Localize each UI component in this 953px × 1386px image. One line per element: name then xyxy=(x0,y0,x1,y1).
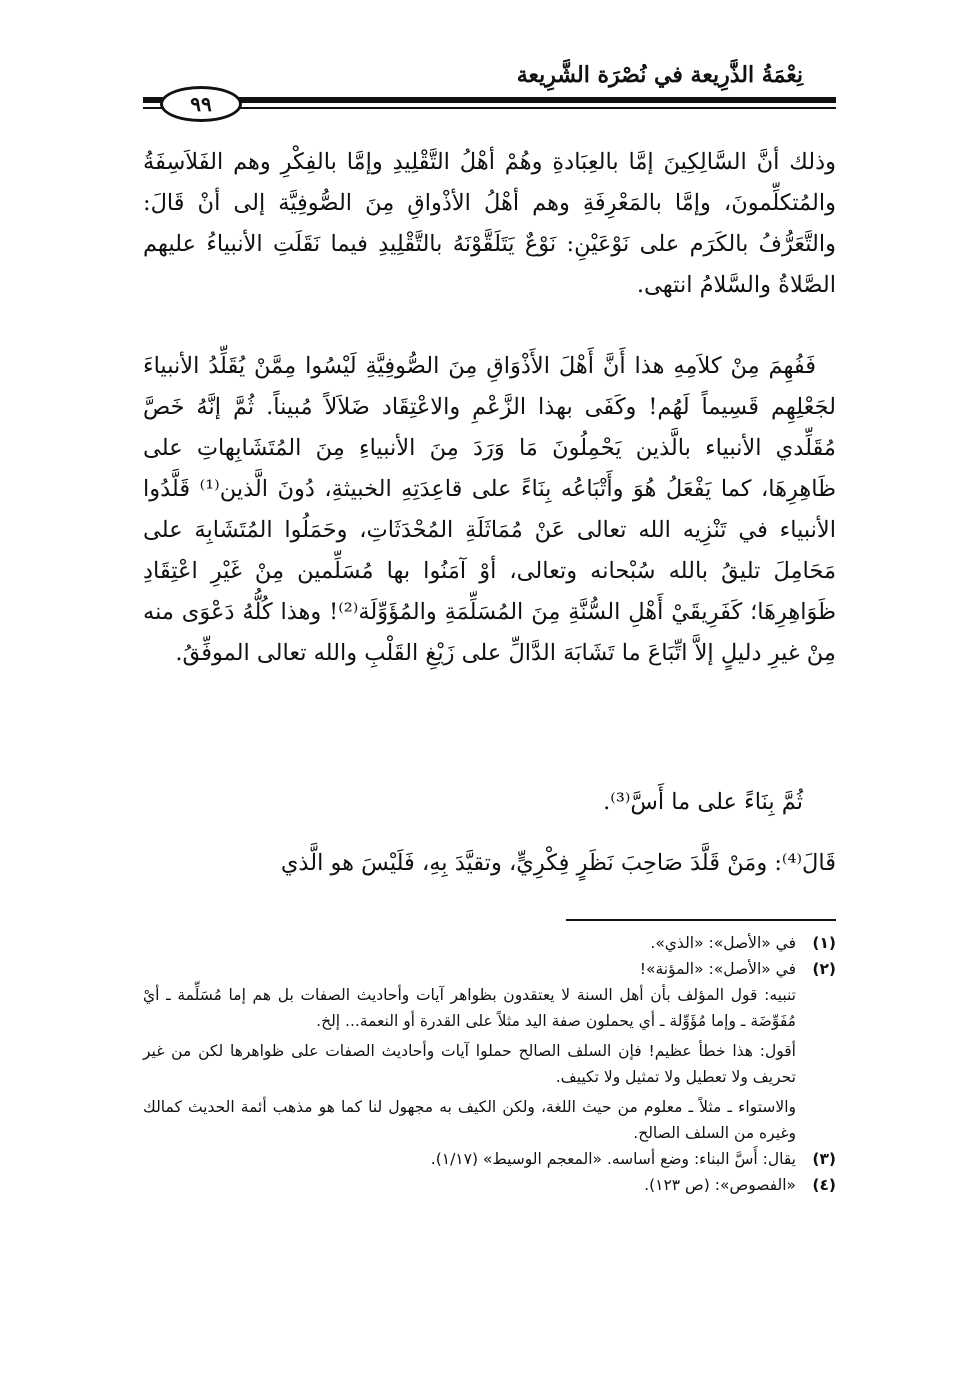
footnote-number: (٢) xyxy=(812,960,836,978)
footnote-2 xyxy=(143,956,836,982)
body-paragraph-2 xyxy=(143,346,836,674)
footnote-note-aqulu: أقول: هذا خطأ عظيم! فإن السلف الصالح حملوا آيات وأحاديث الصفات على ظواهرها لكن من غير تحريف ولا تعطيل ولا تمثيل ولا تكييف. xyxy=(143,1042,796,1086)
paragraph-text: فَفُهِمَ مِنْ كلاَمِهِ هذا أَنَّ أَهْلَ الأَذْوَاقِ مِنَ الصُّوفِيَّةِ لَيْسُوا مِمَّنْ يُقَلِّدُ الأنبياءَ لجَعْلِهِم قَسِيماً لَهُم! وكَفَى بهذا الزَّعْمِ والاعْتِقَاد ضَلاَلاً مُبيناً. ثُمَّ إنَّهُ خَصَّ مُقَلِّدي الأنبياء بالَّذين يَحْمِلُونَ مَا وَرَدَ مِنَ الأنبياءِ مِنَ المُتَشَابِهاتِ على ظَاهِرِهَا، كما يَفْعَلُ هُوَ وأَتْبَاعُه بِنَاءً على قاعِدَتِهِ الخبيثةِ، دُونَ الَّذين⁽¹⁾ قَلَّدُوا الأنبياء في تَنْزِيه الله تعالى عَنْ مُمَاثَلَةِ المُحْدَثَاتِ، وحَمَلُوا المُتَشَابِهَ على مَحَامِلَ تليقُ بالله سُبْحانه وتعالى، أوْ آمَنُوا بها مُسَلِّمين مِنْ غَيْرِ اعْتِقَادِ ظَوَاهِرِهَا؛ كَفَرِيقَيْ أَهْلِ السُّنَّةِ مِنَ المُسَلِّمَةِ والمُؤَوِّلَة⁽²⁾! وهذا كُلُّهُ دَعْوَى منه مِنْ غيرِ دليلٍ إلاَّ اتِّبَاعَ ما تَشَابَهَ الدَّالِّ على زَيْغِ القَلْبِ والله تعالى الموفِّقُ. xyxy=(143,353,836,666)
paragraph-text: وذلك أنَّ السَّالِكِينَ إمَّا بالعِبَادةِ وهُمْ أهْلُ التَّقْلِيدِ وإمَّا بالفِكْرِ وهم الفَلاَسِفَةُ والمُتكلِّمونَ، وإمَّا بالمَعْرِفَةِ وهم أهْلُ الأذْواقِ مِنَ الصُّوفِيَّة إلى أنْ قَالَ: والتَّعَرُّفُ بالكَرَم على نَوْعَيْنِ: نَوْعٌ يَتَلَقَّوْنَهُ بالتَّقْلِيدِ فيما نَقَلَتِ الأنبياءُ عليهم الصَّلاةُ والسَّلامُ انتهى. xyxy=(143,149,836,298)
footnote-number: (٤) xyxy=(812,1176,836,1194)
footnote-text: يقال: أَسَّ البناء: وضع أساسه. «المعجم الوسيط» (١/١٧). xyxy=(430,1150,796,1168)
footnote-note-tanbih: تنبيه: قول المؤلف بأن أهل السنة لا يعتقدون بظواهر آيات وأحاديث الصفات بل هم إما مُسَلِّمة ـ أيْ مُفَوِّضَة ـ وإما مُؤَوِّلة ـ أي يحملون صفة اليد مثلاً على القدرة أو النعمة... إلخ. xyxy=(143,986,796,1030)
header-rule-thick xyxy=(143,97,836,103)
footnote-number: (٣) xyxy=(812,1150,836,1168)
footnote-separator xyxy=(566,919,836,921)
body-paragraph-4 xyxy=(143,843,836,884)
footnote-1 xyxy=(143,930,836,956)
paragraph-text: ثُمَّ بِنَاءً على ما أَسَّ⁽³⁾. xyxy=(603,789,803,815)
body-paragraph-1 xyxy=(143,142,836,306)
footnote-note-istiwa: والاستواء ـ مثلاً ـ معلوم من حيث اللغة، ولكن الكيف به مجهول لنا كما هو مذهب أئمة الحديث كمالك وغيره من السلف الصالح. xyxy=(143,1098,796,1142)
footnote-number: (١) xyxy=(812,934,836,952)
footnote-text: في «الأصل»: «المؤنة»! xyxy=(639,960,796,978)
paragraph-text: قَالَ⁽⁴⁾: ومَنْ قَلَّدَ صَاحِبَ نَظَرٍ فِكْرِيٍّ، وتقيَّدَ بِهِ، فَلَيْسَ هو الَّذي xyxy=(280,850,836,876)
header-rule-thin xyxy=(143,107,836,109)
footnote-text: «الفصوص»: (ص ١٢٣). xyxy=(644,1176,796,1194)
page-number-badge: ٩٩ xyxy=(160,86,242,122)
body-paragraph-3 xyxy=(110,782,803,823)
running-title: نِعْمَةُ الذَّرِيعة في نُصْرَة الشَّرِيعة xyxy=(516,62,803,88)
footnote-text: في «الأصل»: «الذي». xyxy=(650,934,796,952)
footnote-3 xyxy=(143,1146,836,1172)
footnote-4 xyxy=(143,1172,836,1198)
footnotes xyxy=(143,930,836,1198)
